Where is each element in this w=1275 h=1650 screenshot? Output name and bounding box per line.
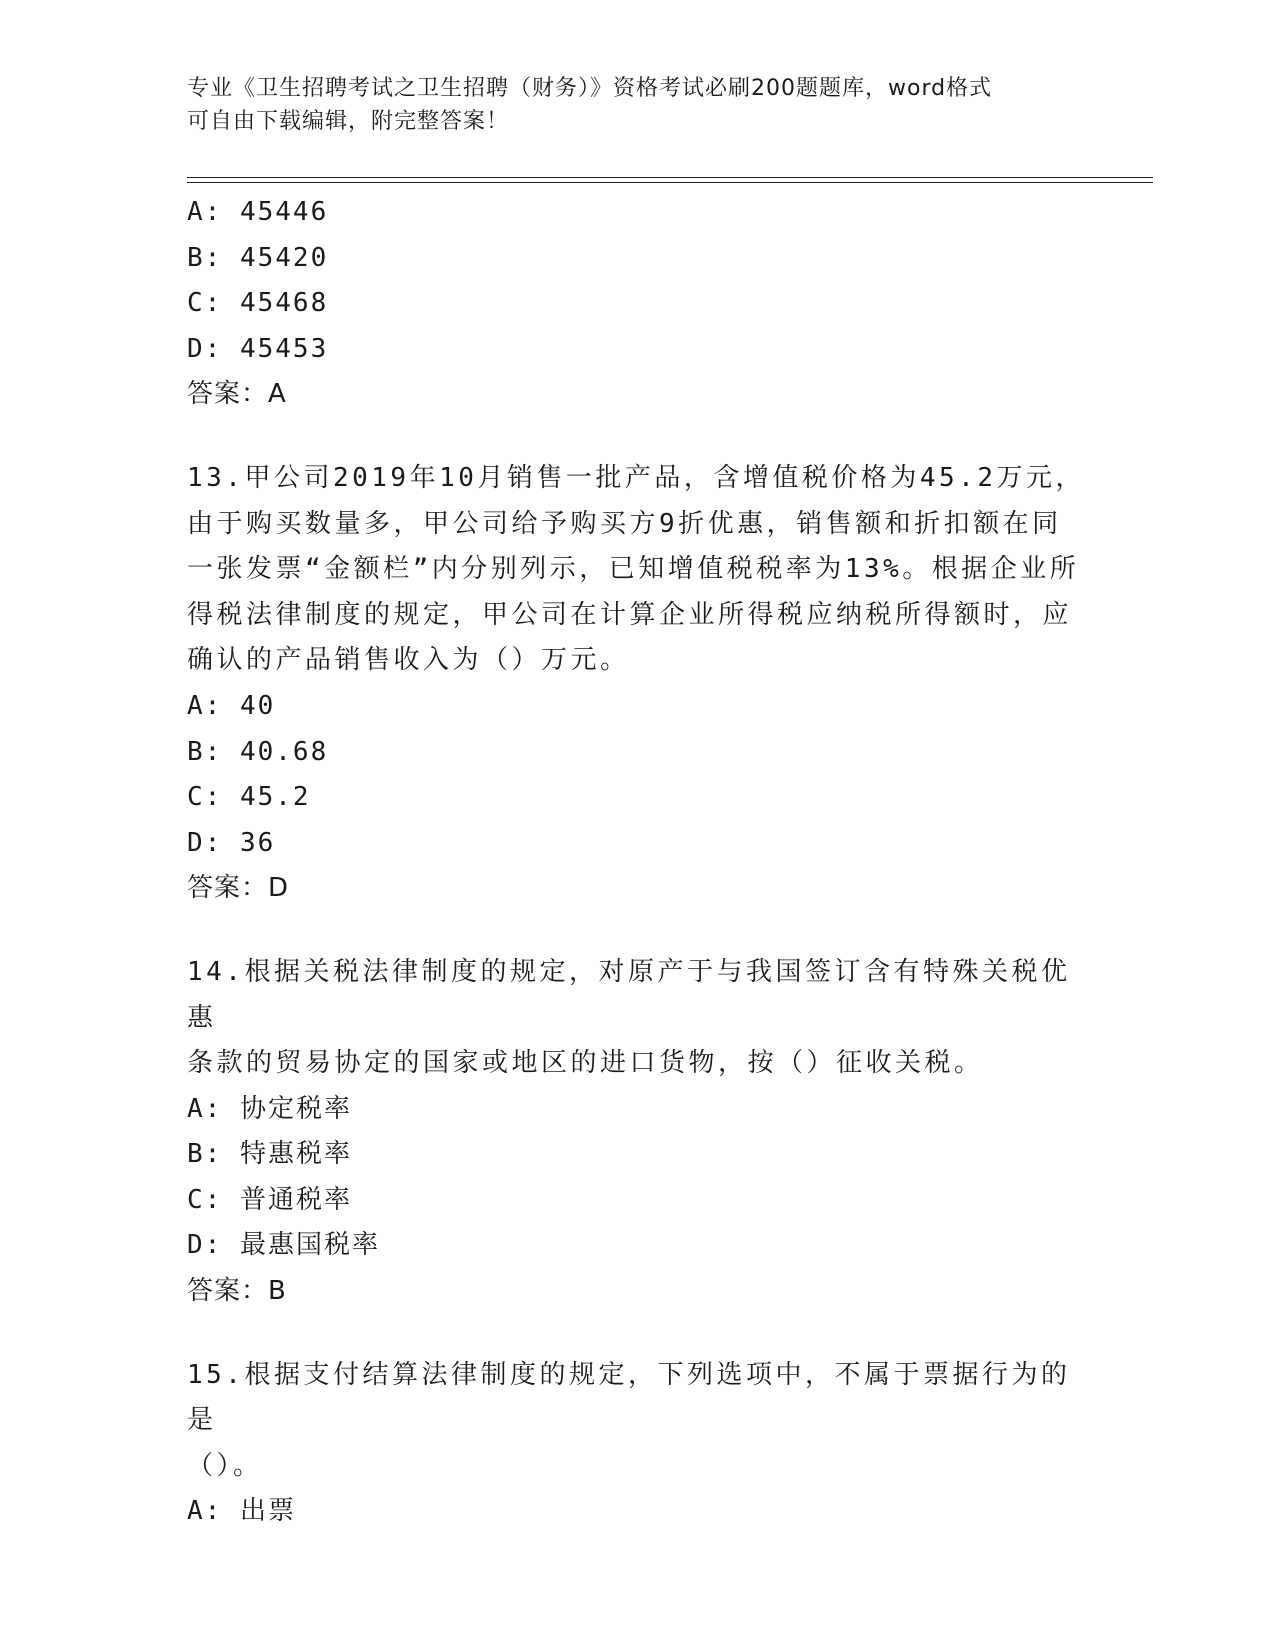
option-b: B: 45420 bbox=[187, 242, 329, 273]
option-b: B: 40.68 bbox=[187, 736, 329, 767]
option-c: C: 45.2 bbox=[187, 782, 311, 813]
option-a: A: 40 bbox=[187, 690, 276, 721]
option-b: B: 特惠税率 bbox=[187, 1139, 352, 1170]
question-text-line: 由于购买数量多，甲公司给予购买方9折优惠，销售额和折扣额在同 bbox=[187, 508, 1062, 539]
header-rule-top bbox=[187, 177, 1153, 178]
question-text-line: 13.甲公司2019年10月销售一批产品，含增值税价格为45.2万元， bbox=[187, 462, 1085, 493]
header-line-1: 专业《卫生招聘考试之卫生招聘（财务）》资格考试必刷200题题库，word格式 bbox=[187, 76, 993, 101]
header-line-2: 可自由下载编辑，附完整答案！ bbox=[187, 109, 510, 134]
header-rule-bottom bbox=[187, 182, 1153, 183]
question-15-block bbox=[187, 1353, 1087, 1535]
option-a: A: 出票 bbox=[187, 1496, 296, 1527]
question-text-line: 确认的产品销售收入为（）万元。 bbox=[187, 645, 630, 676]
option-d: D: 最惠国税率 bbox=[187, 1230, 380, 1261]
question-text-line: 14.根据关税法律制度的规定，对原产于与我国签订含有特殊关税优惠 bbox=[187, 956, 1071, 1033]
option-a: A: 协定税率 bbox=[187, 1093, 352, 1124]
answer-text: 答案：B bbox=[187, 1276, 287, 1307]
question-text-line: 15.根据支付结算法律制度的规定，下列选项中，不属于票据行为的是 bbox=[187, 1359, 1071, 1436]
option-c: C: 普通税率 bbox=[187, 1184, 352, 1215]
question-12-block bbox=[187, 190, 1087, 418]
question-13-block bbox=[187, 456, 1087, 912]
option-a: A: 45446 bbox=[187, 197, 329, 227]
option-d: D: 36 bbox=[187, 827, 276, 858]
document-body bbox=[187, 190, 1087, 1535]
question-text-line: 得税法律制度的规定，甲公司在计算企业所得税应纳税所得额时，应 bbox=[187, 599, 1073, 630]
option-d: D: 45453 bbox=[187, 333, 329, 364]
question-14-block bbox=[187, 950, 1087, 1315]
question-text-line: 条款的贸易协定的国家或地区的进口货物，按（）征收关税。 bbox=[187, 1048, 984, 1079]
question-text-line: （）。 bbox=[187, 1450, 263, 1481]
document-header bbox=[187, 72, 1067, 138]
question-text-line: 一张发票“金额栏”内分别列示，已知增值税税率为13%。根据企业所 bbox=[187, 554, 1080, 585]
answer-text: 答案：D bbox=[187, 873, 290, 904]
option-c: C: 45468 bbox=[187, 288, 329, 319]
answer-text: 答案：A bbox=[187, 379, 287, 410]
